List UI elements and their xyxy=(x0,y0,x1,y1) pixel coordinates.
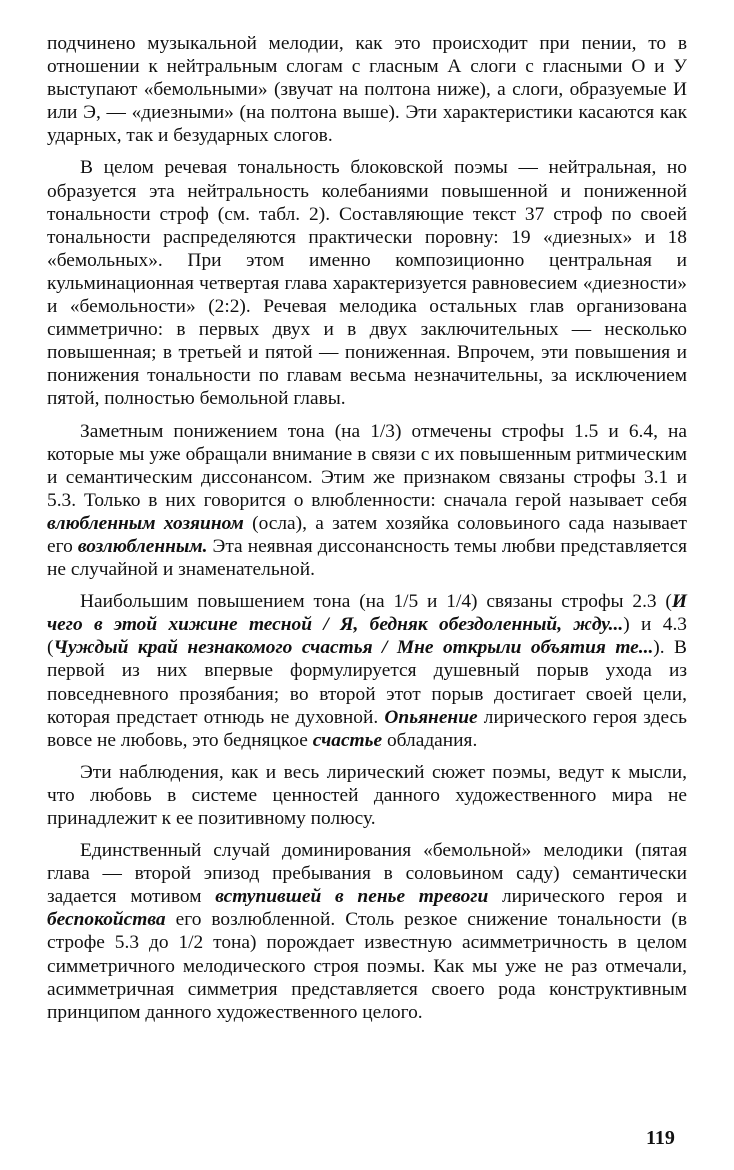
text-run: обладания. xyxy=(382,729,478,751)
text-run: Заметным понижением тона (на 1/3) отмечены строфы 1.5 и 6.4, на которые мы уже обращали внимание в связи с их повышенным ритмическим и семантическим диссонансом. Этим же признаком связаны строфы 3.1 и 5.3. Только в них говорится о влюбленности: сначала герой называет себя xyxy=(47,420,687,511)
paragraph xyxy=(47,156,687,410)
text-run: (осла), а затем хозяйка соловьиного сада называет его xyxy=(47,512,687,557)
italic-quote: вступившей в пенье тревоги xyxy=(215,886,489,908)
italic-quote: возлюбленным. xyxy=(77,535,208,557)
paragraph xyxy=(47,761,687,830)
italic-quote: счастье xyxy=(312,729,383,751)
italic-quote: беспокойства xyxy=(47,909,166,931)
text-run: подчинено музыкальной мелодии, как это происходит при пении, то в отношении к нейтральным слогам с гласным А слоги с гласными О и У выступают «бемольными» (звучат на полтона ниже), а слоги, образуемые И или Э, — «диезными» (на полтона выше). Эти характеристики касаются как ударных, так и безударных слогов. xyxy=(47,33,687,147)
paragraph xyxy=(47,32,687,147)
text-run: Эти наблюдения, как и весь лирический сюжет поэмы, ведут к мысли, что любовь в системе ценностей данного художественного мира не принадлежит к ее позитивному полюсу. xyxy=(47,761,687,829)
italic-quote: влюбленным хозяином xyxy=(47,512,244,534)
text-run: В целом речевая тональность блоковской поэмы — нейтральная, но образуется эта нейтральность колебаниями повышенной и пониженной тональности строф (см. табл. 2). Составляющие текст 37 строф по своей тональности распределяются практически поровну: 19 «диезных» и 18 «бемольных». При этом именно композиционно центральная и кульминационная четвертая глава характеризуется равновесием «диезности» и «бемольности» (2:2). Речевая мелодика остальных глав организована симметрично: в первых двух и в двух заключительных — несколько повышенная; в третьей и пятой — пониженная. Впрочем, эти повышения и понижения тональности по главам весьма незначительны, за исключением пятой, полностью бемольной главы. xyxy=(47,157,687,410)
paragraph xyxy=(47,420,687,582)
text-run: ). В первой из них впервые формулируется душевный порыв ухода из повседневного прозябания; во второй этот порыв достигает своей цели, которая предстает отнюдь не духовной. xyxy=(47,637,687,728)
page-number: 119 xyxy=(646,1127,675,1149)
italic-quote: И чего в этой хижине тесной / Я, бедняк обездоленный, жду... xyxy=(47,591,687,636)
page-body xyxy=(47,32,687,1033)
text-run: Единственный случай доминирования «бемольной» мелодики (пятая глава — второй эпизод пребывания в соловьином саду) семантически задается мотивом xyxy=(47,840,687,908)
text-run: лирического героя здесь вовсе не любовь, это бедняцкое xyxy=(47,706,687,751)
italic-quote: Чуждый край незнакомого счастья / Мне открыли объятия те... xyxy=(53,637,654,659)
paragraph xyxy=(47,590,687,752)
paragraph xyxy=(47,839,687,1024)
text-run: лирического героя и xyxy=(488,886,687,908)
text-run: Эта неявная диссонансность темы любви представляется не случайной и знаменательной. xyxy=(47,535,687,581)
text-run: Наибольшим повышением тона (на 1/5 и 1/4) связаны строфы 2.3 ( xyxy=(80,591,672,613)
italic-quote: Опьянение xyxy=(384,706,478,728)
text-run: ) и 4.3 ( xyxy=(47,614,687,659)
text-run: его возлюбленной. Столь резкое снижение тональности (в строфе 5.3 до 1/2 тона) порождает известную асимметричность в целом симметричного мелодического строя поэмы. Как мы уже не раз отмечали, асимметричная симметрия представляется своего рода конструктивным принципом данного художественного целого. xyxy=(47,909,687,1023)
